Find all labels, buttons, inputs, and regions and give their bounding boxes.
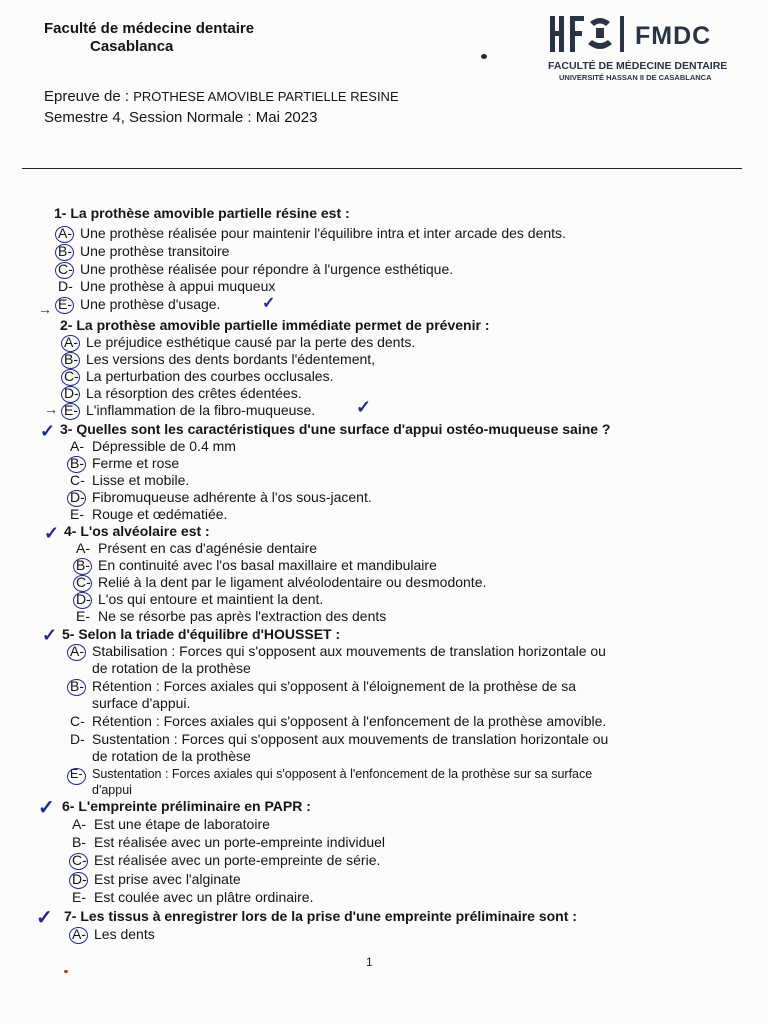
question-4-option-a <box>76 540 317 556</box>
option-letter: E- <box>64 402 78 418</box>
question-1-option-d <box>58 278 275 294</box>
header-divider <box>22 168 742 169</box>
option-text: Sustentation : Forces axiales qui s'opposent à l'enfoncement de la prothèse sur sa surface <box>92 767 593 781</box>
check-mark-icon: ✓ <box>42 625 58 645</box>
option-letter: C- <box>70 472 85 488</box>
question-5-option-a-cont: de rotation de la prothèse <box>92 660 251 676</box>
question-5-option-b <box>70 678 576 694</box>
option-text: Une prothèse à appui muqueux <box>80 278 276 294</box>
option-text: Est réalisée avec un porte-empreinte de série. <box>94 852 381 868</box>
option-text: Les dents <box>94 926 155 942</box>
ink-dot <box>64 970 68 973</box>
exam-subject: PROTHESE AMOVIBLE PARTIELLE RESINE <box>133 89 399 104</box>
option-letter: D- <box>72 871 87 887</box>
question-3-option-b <box>70 455 179 471</box>
option-text: Les versions des dents bordants l'édentement, <box>86 351 376 367</box>
question-5-option-d-cont: de rotation de la prothèse <box>92 748 251 764</box>
check-mark-icon: ✓ <box>44 523 60 543</box>
option-text: Ne se résorbe pas après l'extraction des dents <box>98 608 387 624</box>
option-letter: D- <box>70 731 85 747</box>
logo-abbreviation: FMDC <box>635 22 712 50</box>
arrow-mark-icon: → <box>44 401 58 417</box>
question-6-option-b <box>72 834 385 850</box>
option-letter: A- <box>58 225 72 241</box>
option-text: La résorption des crêtes édentées. <box>86 385 302 401</box>
option-text: Une prothèse d'usage. <box>80 296 221 312</box>
question-5-title: 5- Selon la triade d'équilibre d'HOUSSET : <box>62 626 341 642</box>
option-letter: A- <box>72 816 86 832</box>
question-4-title: 4- L'os alvéolaire est : <box>64 523 210 539</box>
question-6-option-a <box>72 816 270 832</box>
fmdc-logo <box>545 14 745 86</box>
fmdc-logo-mark-icon <box>548 14 630 54</box>
question-5-option-e <box>70 767 592 781</box>
ink-dot <box>481 54 487 59</box>
option-letter: B- <box>70 455 84 471</box>
institution-name <box>44 20 254 56</box>
question-1-title: 1- La prothèse amovible partielle résine est : <box>54 205 350 221</box>
option-letter: B- <box>76 557 90 573</box>
check-mark-icon: ✓ <box>36 907 53 929</box>
question-3-option-a <box>70 438 236 454</box>
option-letter: E- <box>76 608 90 624</box>
option-letter: A- <box>72 926 86 942</box>
question-2-title: 2- La prothèse amovible partielle immédiate permet de prévenir : <box>60 317 490 333</box>
question-1-option-c <box>58 261 453 277</box>
option-letter: C- <box>70 713 85 729</box>
option-letter: A- <box>70 643 84 659</box>
option-letter: D- <box>58 278 73 294</box>
option-text: Une prothèse réalisée pour répondre à l'urgence esthétique. <box>80 261 454 277</box>
question-5-option-c <box>70 713 606 729</box>
question-6-option-c <box>72 852 380 868</box>
question-1-option-a <box>58 225 566 241</box>
option-text: Une prothèse réalisée pour maintenir l'équilibre intra et inter arcade des dents. <box>80 225 566 241</box>
exam-info <box>44 86 399 128</box>
option-letter: A- <box>64 334 78 350</box>
option-text: Rétention : Forces axiales qui s'opposent à l'enfoncement de la prothèse amovible. <box>92 713 607 729</box>
logo-faculty-name: FACULTÉ DE MÉDECINE DENTAIRE <box>548 60 728 72</box>
option-letter: B- <box>72 834 86 850</box>
question-4-option-d <box>76 591 323 607</box>
option-letter: A- <box>76 540 90 556</box>
exam-session: Semestre 4, Session Normale : Mai 2023 <box>44 109 318 126</box>
question-5-option-e-cont: d'appui <box>92 783 132 797</box>
option-text: Dépressible de 0.4 mm <box>92 438 236 454</box>
question-3-option-e <box>70 506 227 522</box>
question-1-option-b <box>58 243 229 259</box>
check-mark-icon: ✓ <box>356 397 372 417</box>
option-text: Est une étape de laboratoire <box>94 816 270 832</box>
option-text: Lisse et mobile. <box>92 472 190 488</box>
option-letter: E- <box>70 767 83 781</box>
question-6-title: 6- L'empreinte préliminaire en PAPR : <box>62 798 311 814</box>
question-2-option-b <box>64 351 375 367</box>
option-text: Sustentation : Forces qui s'opposent aux mouvements de translation horizontale ou <box>92 731 609 747</box>
option-letter: E- <box>58 296 72 312</box>
question-6-option-e <box>72 889 313 905</box>
question-5-option-a <box>70 643 606 659</box>
exam-label: Epreuve de : <box>44 88 130 105</box>
logo-university-name: UNIVERSITÉ HASSAN II DE CASABLANCA <box>559 73 712 82</box>
option-letter: D- <box>76 591 91 607</box>
option-text: Fibromuqueuse adhérente à l'os sous-jacent. <box>92 489 372 505</box>
question-5-option-b-cont: surface d'appui. <box>92 695 191 711</box>
option-letter: B- <box>64 351 78 367</box>
option-text: Le préjudice esthétique causé par la perte des dents. <box>86 334 416 350</box>
question-2-option-a <box>64 334 415 350</box>
option-text: Est prise avec l'alginate <box>94 871 241 887</box>
exam-subject-line <box>44 86 399 107</box>
option-text: L'os qui entoure et maintient la dent. <box>98 591 324 607</box>
option-letter: B- <box>70 678 84 694</box>
question-3-option-c <box>70 472 189 488</box>
question-2-option-d <box>64 385 302 401</box>
question-7-title: 7- Les tissus à enregistrer lors de la prise d'une empreinte préliminaire sont : <box>64 908 577 924</box>
option-letter: A- <box>70 438 84 454</box>
question-3-option-d <box>70 489 372 505</box>
question-7-option-a <box>72 926 155 942</box>
option-text: Rétention : Forces axiales qui s'opposent à l'éloignement de la prothèse de sa <box>92 678 576 694</box>
option-letter: D- <box>64 385 79 401</box>
option-letter: E- <box>70 506 84 522</box>
option-letter: C- <box>64 368 79 384</box>
question-3-title: 3- Quelles sont les caractéristiques d'une surface d'appui ostéo-muqueuse saine ? <box>60 421 611 437</box>
option-text: Est coulée avec un plâtre ordinaire. <box>94 889 314 905</box>
question-6-option-d <box>72 871 241 887</box>
institution-line1: Faculté de médecine dentaire <box>44 20 255 37</box>
institution-line2: Casablanca <box>90 38 174 55</box>
question-1-option-e <box>58 296 220 312</box>
option-text: Stabilisation : Forces qui s'opposent aux mouvements de translation horizontale ou <box>92 643 606 659</box>
option-letter: B- <box>58 243 72 259</box>
option-text: Ferme et rose <box>92 455 180 471</box>
option-letter: D- <box>70 489 85 505</box>
question-4-option-e <box>76 608 386 624</box>
option-text: Présent en cas d'agénésie dentaire <box>98 540 318 556</box>
page-number: 1 <box>366 955 373 969</box>
option-text: L'inflammation de la fibro-muqueuse. <box>86 402 316 418</box>
check-mark-icon: ✓ <box>38 797 55 819</box>
arrow-mark-icon: → <box>38 301 52 317</box>
option-text: Une prothèse transitoire <box>80 243 230 259</box>
option-text: La perturbation des courbes occlusales. <box>86 368 334 384</box>
question-4-option-c <box>76 574 486 590</box>
option-letter: C- <box>58 261 73 277</box>
option-text: Relié à la dent par le ligament alvéolodentaire ou desmodonte. <box>98 574 487 590</box>
option-text: En continuité avec l'os basal maxillaire et mandibulaire <box>98 557 437 573</box>
check-mark-icon: ✓ <box>262 295 276 312</box>
question-2-option-c <box>64 368 333 384</box>
option-letter: C- <box>72 852 87 868</box>
option-text: Rouge et œdématiée. <box>92 506 228 522</box>
option-letter: E- <box>72 889 86 905</box>
question-4-option-b <box>76 557 437 573</box>
option-text: Est réalisée avec un porte-empreinte individuel <box>94 834 386 850</box>
question-2-option-e <box>64 402 315 418</box>
check-mark-icon: ✓ <box>40 421 56 441</box>
question-5-option-d <box>70 731 608 747</box>
option-letter: C- <box>76 574 91 590</box>
